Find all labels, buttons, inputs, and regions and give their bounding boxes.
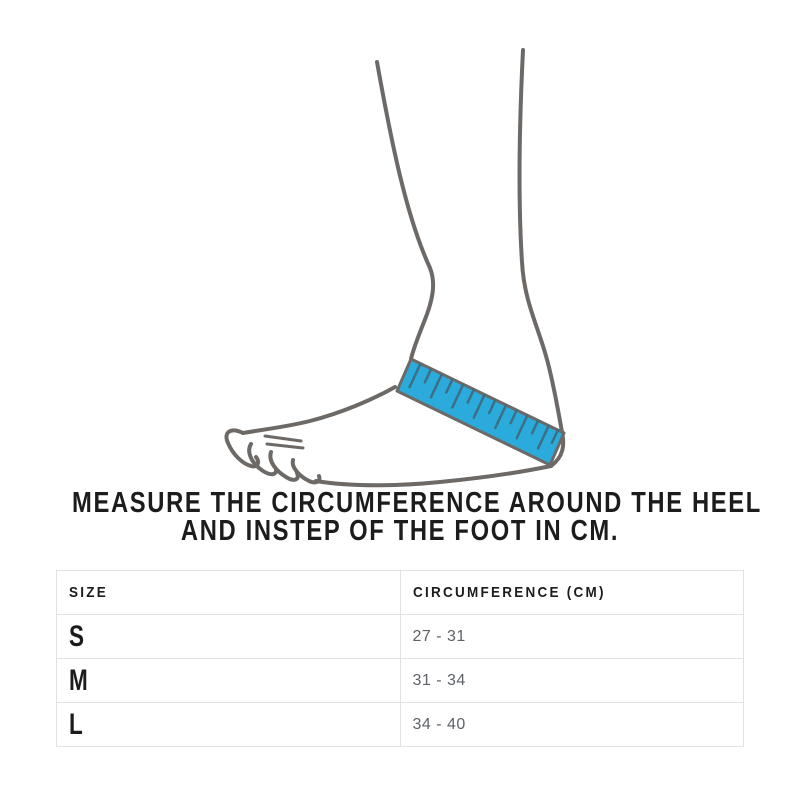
table-header-row <box>57 571 744 615</box>
col-header-circumference <box>400 571 744 615</box>
table-row <box>57 659 744 703</box>
left-leg-line <box>377 62 433 359</box>
size-label: S <box>69 619 85 653</box>
size-label: M <box>69 663 88 697</box>
foot-measurement-illustration <box>200 35 610 495</box>
size-label: L <box>69 707 83 741</box>
col-header-size <box>57 571 401 615</box>
circumference-cell <box>400 703 744 747</box>
instruction-text <box>0 489 800 545</box>
instruction-line-2: AND INSTEP OF THE FOOT IN CM. <box>180 515 620 547</box>
instruction-line-1: MEASURE THE CIRCUMFERENCE AROUND THE HEEL <box>72 487 762 519</box>
toe-tip-strokes <box>265 436 303 448</box>
circumference-value: 27 - 31 <box>412 627 466 645</box>
table-row <box>57 615 744 659</box>
circumference-value: 31 - 34 <box>412 671 466 689</box>
sole-line <box>316 466 551 485</box>
circumference-cell <box>400 659 744 703</box>
col-header-circumference-label: CIRCUMFERENCE (CM) <box>412 583 606 601</box>
size-cell <box>57 615 401 659</box>
circumference-value: 34 - 40 <box>412 715 466 733</box>
table-row <box>57 703 744 747</box>
size-cell <box>57 703 401 747</box>
size-chart-table <box>56 570 744 747</box>
col-header-size-label: SIZE <box>69 583 109 601</box>
instep-line <box>243 387 395 433</box>
right-leg-line <box>519 50 562 432</box>
size-cell <box>57 659 401 703</box>
circumference-cell <box>400 615 744 659</box>
